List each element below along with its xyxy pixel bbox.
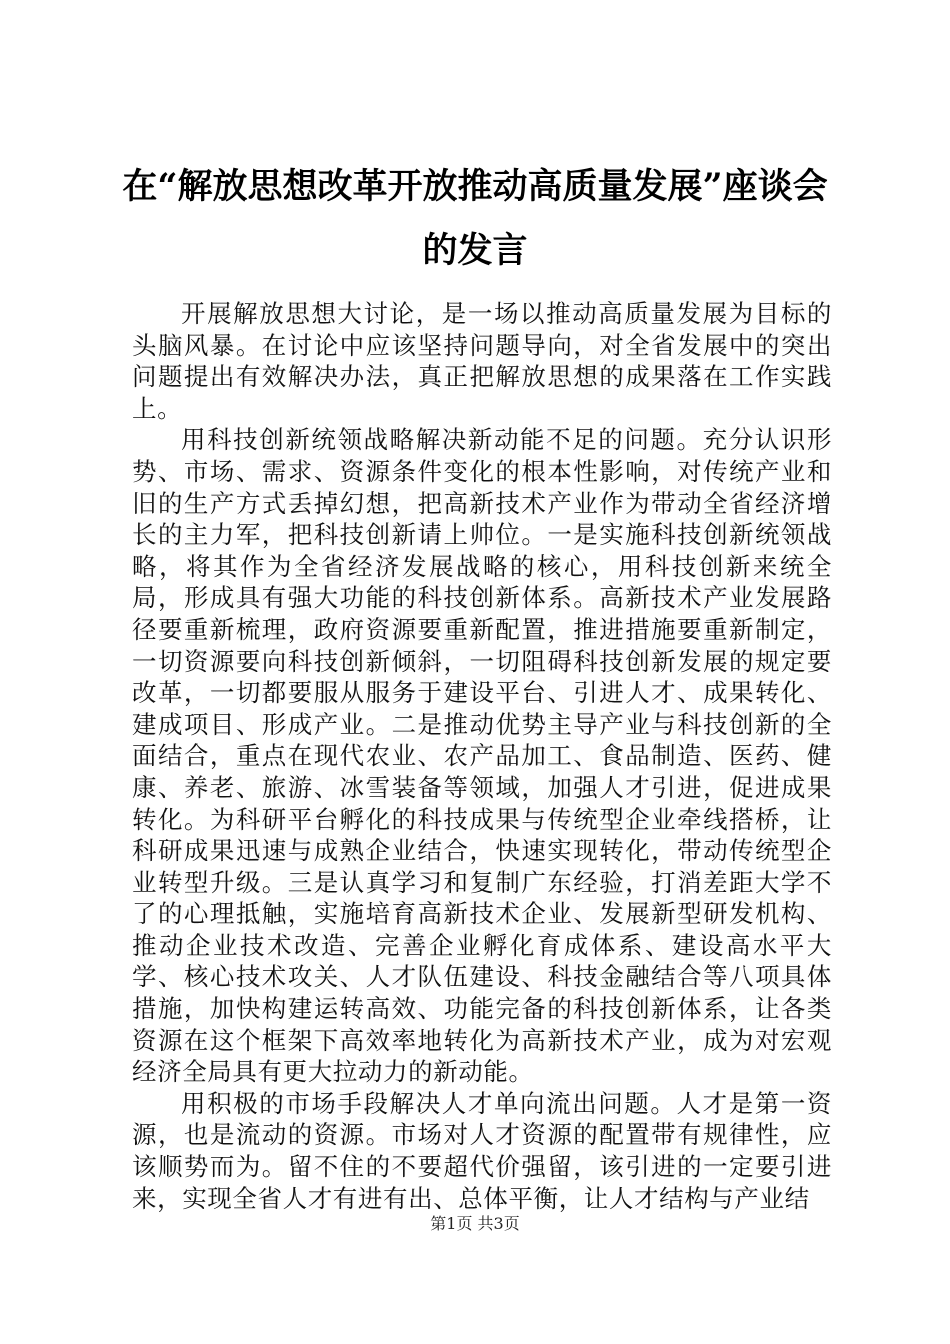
paragraph-talent: 用积极的市场手段解决人才单向流出问题。人才是第一资源，也是流动的资源。市场对人才资源的配置带有规律性，应该顺势而为。留不住的不要超代价强留，该引进的一定要引进来，实现全省人才有进有出、总体平衡，让人才结构与产业结 xyxy=(132,1088,832,1213)
paragraph-intro: 开展解放思想大讨论，是一场以推动高质量发展为目标的头脑风暴。在讨论中应该坚持问题导向，对全省发展中的突出问题提出有效解决办法，真正把解放思想的成果落在工作实践上。 xyxy=(132,299,832,423)
document-body xyxy=(132,298,832,1214)
page-footer: 第1页 共3页 xyxy=(430,1214,520,1233)
paragraph-tech-innovation: 用科技创新统领战略解决新动能不足的问题。充分认识形势、市场、需求、资源条件变化的根本性影响，对传统产业和旧的生产方式丢掉幻想，把高新技术产业作为带动全省经济增长的主力军，把科技创新请上帅位。一是实施科技创新统领战略，将其作为全省经济发展战略的核心，用科技创新来统全局，形成具有强大功能的科技创新体系。高新技术产业发展路径要重新梳理，政府资源要重新配置，推进措施要重新制定，一切资源要向科技创新倾斜，一切阻碍科技创新发展的规定要改革，一切都要服从服务于建设平台、引进人才、成果转化、建成项目、形成产业。二是推动优势主导产业与科技创新的全面结合，重点在现代农业、农产品加工、食品制造、医药、健康、养老、旅游、冰雪装备等领域，加强人才引进，促进成果转化。为科研平台孵化的科技成果与传统型企业牵线搭桥，让科研成果迅速与成熟企业结合，快速实现转化，带动传统型企业转型升级。三是认真学习和复制广东经验，打消差距大学不了的心理抵触，实施培育高新技术企业、发展新型研发机构、推动企业技术改造、完善企业孵化育成体系、建设高水平大学、核心技术攻关、人才队伍建设、科技金融结合等八项具体措施，加快构建运转高效、功能完备的科技创新体系，让各类资源在这个框架下高效率地转化为高新技术产业，成为对宏观经济全局具有更大拉动力的新动能。 xyxy=(132,425,832,1087)
document-title: 在“解放思想改革开放推动高质量发展”座谈会的发言 xyxy=(122,166,828,271)
